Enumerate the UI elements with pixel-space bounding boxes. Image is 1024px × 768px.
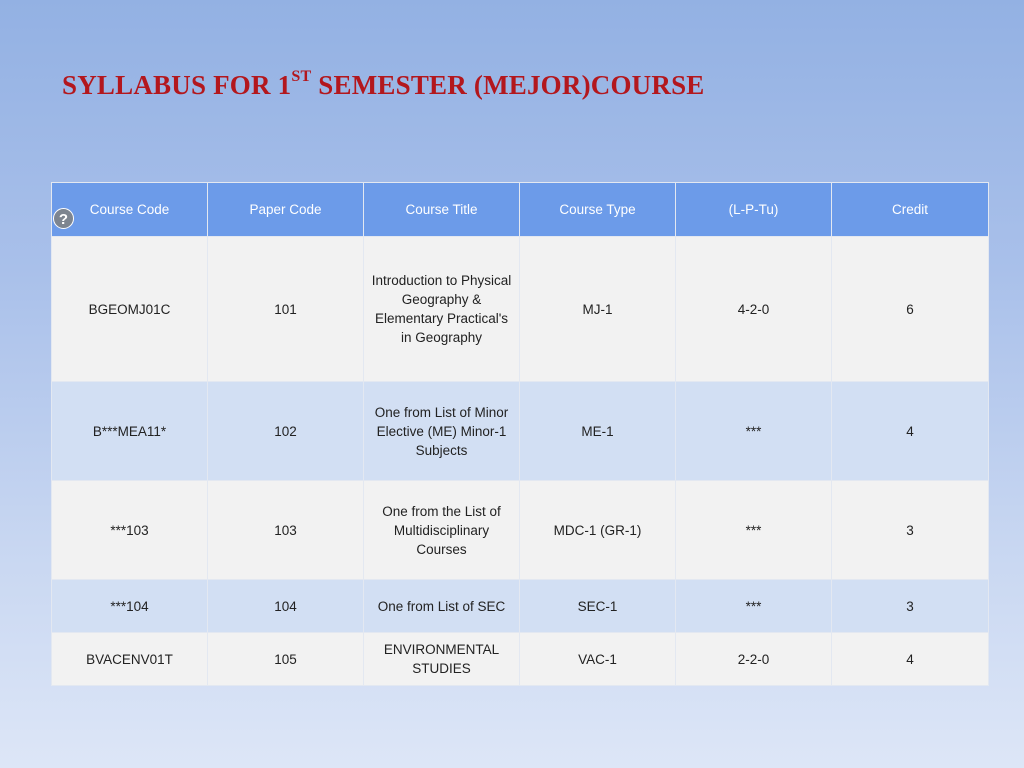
- cell-paper-code: 105: [208, 633, 364, 686]
- cell-paper-code: 103: [208, 481, 364, 580]
- title-superscript: ST: [291, 68, 312, 85]
- cell-course-code: BGEOMJ01C: [52, 237, 208, 382]
- title-prefix: SYLLABUS FOR 1: [62, 70, 292, 100]
- cell-paper-code: 102: [208, 382, 364, 481]
- cell-course-title: ENVIRONMENTAL STUDIES: [364, 633, 520, 686]
- cell-course-type: SEC-1: [520, 580, 676, 633]
- cell-paper-code: 101: [208, 237, 364, 382]
- cell-course-title: One from List of SEC: [364, 580, 520, 633]
- cell-credit: 4: [832, 382, 989, 481]
- page-title: [62, 70, 705, 101]
- title-suffix: SEMESTER (MEJOR)COURSE: [311, 70, 705, 100]
- table-row: [52, 580, 989, 633]
- cell-course-code: ***103: [52, 481, 208, 580]
- help-icon[interactable]: ?: [53, 208, 74, 229]
- header-credit: Credit: [832, 183, 989, 237]
- table-row: [52, 481, 989, 580]
- cell-course-type: MJ-1: [520, 237, 676, 382]
- table-row: [52, 237, 989, 382]
- header-course-type: Course Type: [520, 183, 676, 237]
- cell-credit: 4: [832, 633, 989, 686]
- cell-course-type: ME-1: [520, 382, 676, 481]
- syllabus-table: [51, 182, 989, 686]
- header-course-code: Course Code: [52, 183, 208, 237]
- cell-lptu: ***: [676, 481, 832, 580]
- cell-lptu: ***: [676, 580, 832, 633]
- header-lptu: (L-P-Tu): [676, 183, 832, 237]
- header-course-title: Course Title: [364, 183, 520, 237]
- cell-course-type: VAC-1: [520, 633, 676, 686]
- table-header-row: [52, 183, 989, 237]
- cell-lptu: ***: [676, 382, 832, 481]
- cell-paper-code: 104: [208, 580, 364, 633]
- cell-credit: 3: [832, 580, 989, 633]
- cell-credit: 3: [832, 481, 989, 580]
- cell-course-title: One from the List of Multidisciplinary Courses: [364, 481, 520, 580]
- table-row: [52, 382, 989, 481]
- table-row: [52, 633, 989, 686]
- cell-credit: 6: [832, 237, 989, 382]
- header-paper-code: Paper Code: [208, 183, 364, 237]
- cell-course-type: MDC-1 (GR-1): [520, 481, 676, 580]
- cell-course-code: B***MEA11*: [52, 382, 208, 481]
- cell-course-title: One from List of Minor Elective (ME) Minor-1 Subjects: [364, 382, 520, 481]
- cell-course-title: Introduction to Physical Geography & Elementary Practical's in Geography: [364, 237, 520, 382]
- cell-lptu: 2-2-0: [676, 633, 832, 686]
- cell-lptu: 4-2-0: [676, 237, 832, 382]
- cell-course-code: BVACENV01T: [52, 633, 208, 686]
- cell-course-code: ***104: [52, 580, 208, 633]
